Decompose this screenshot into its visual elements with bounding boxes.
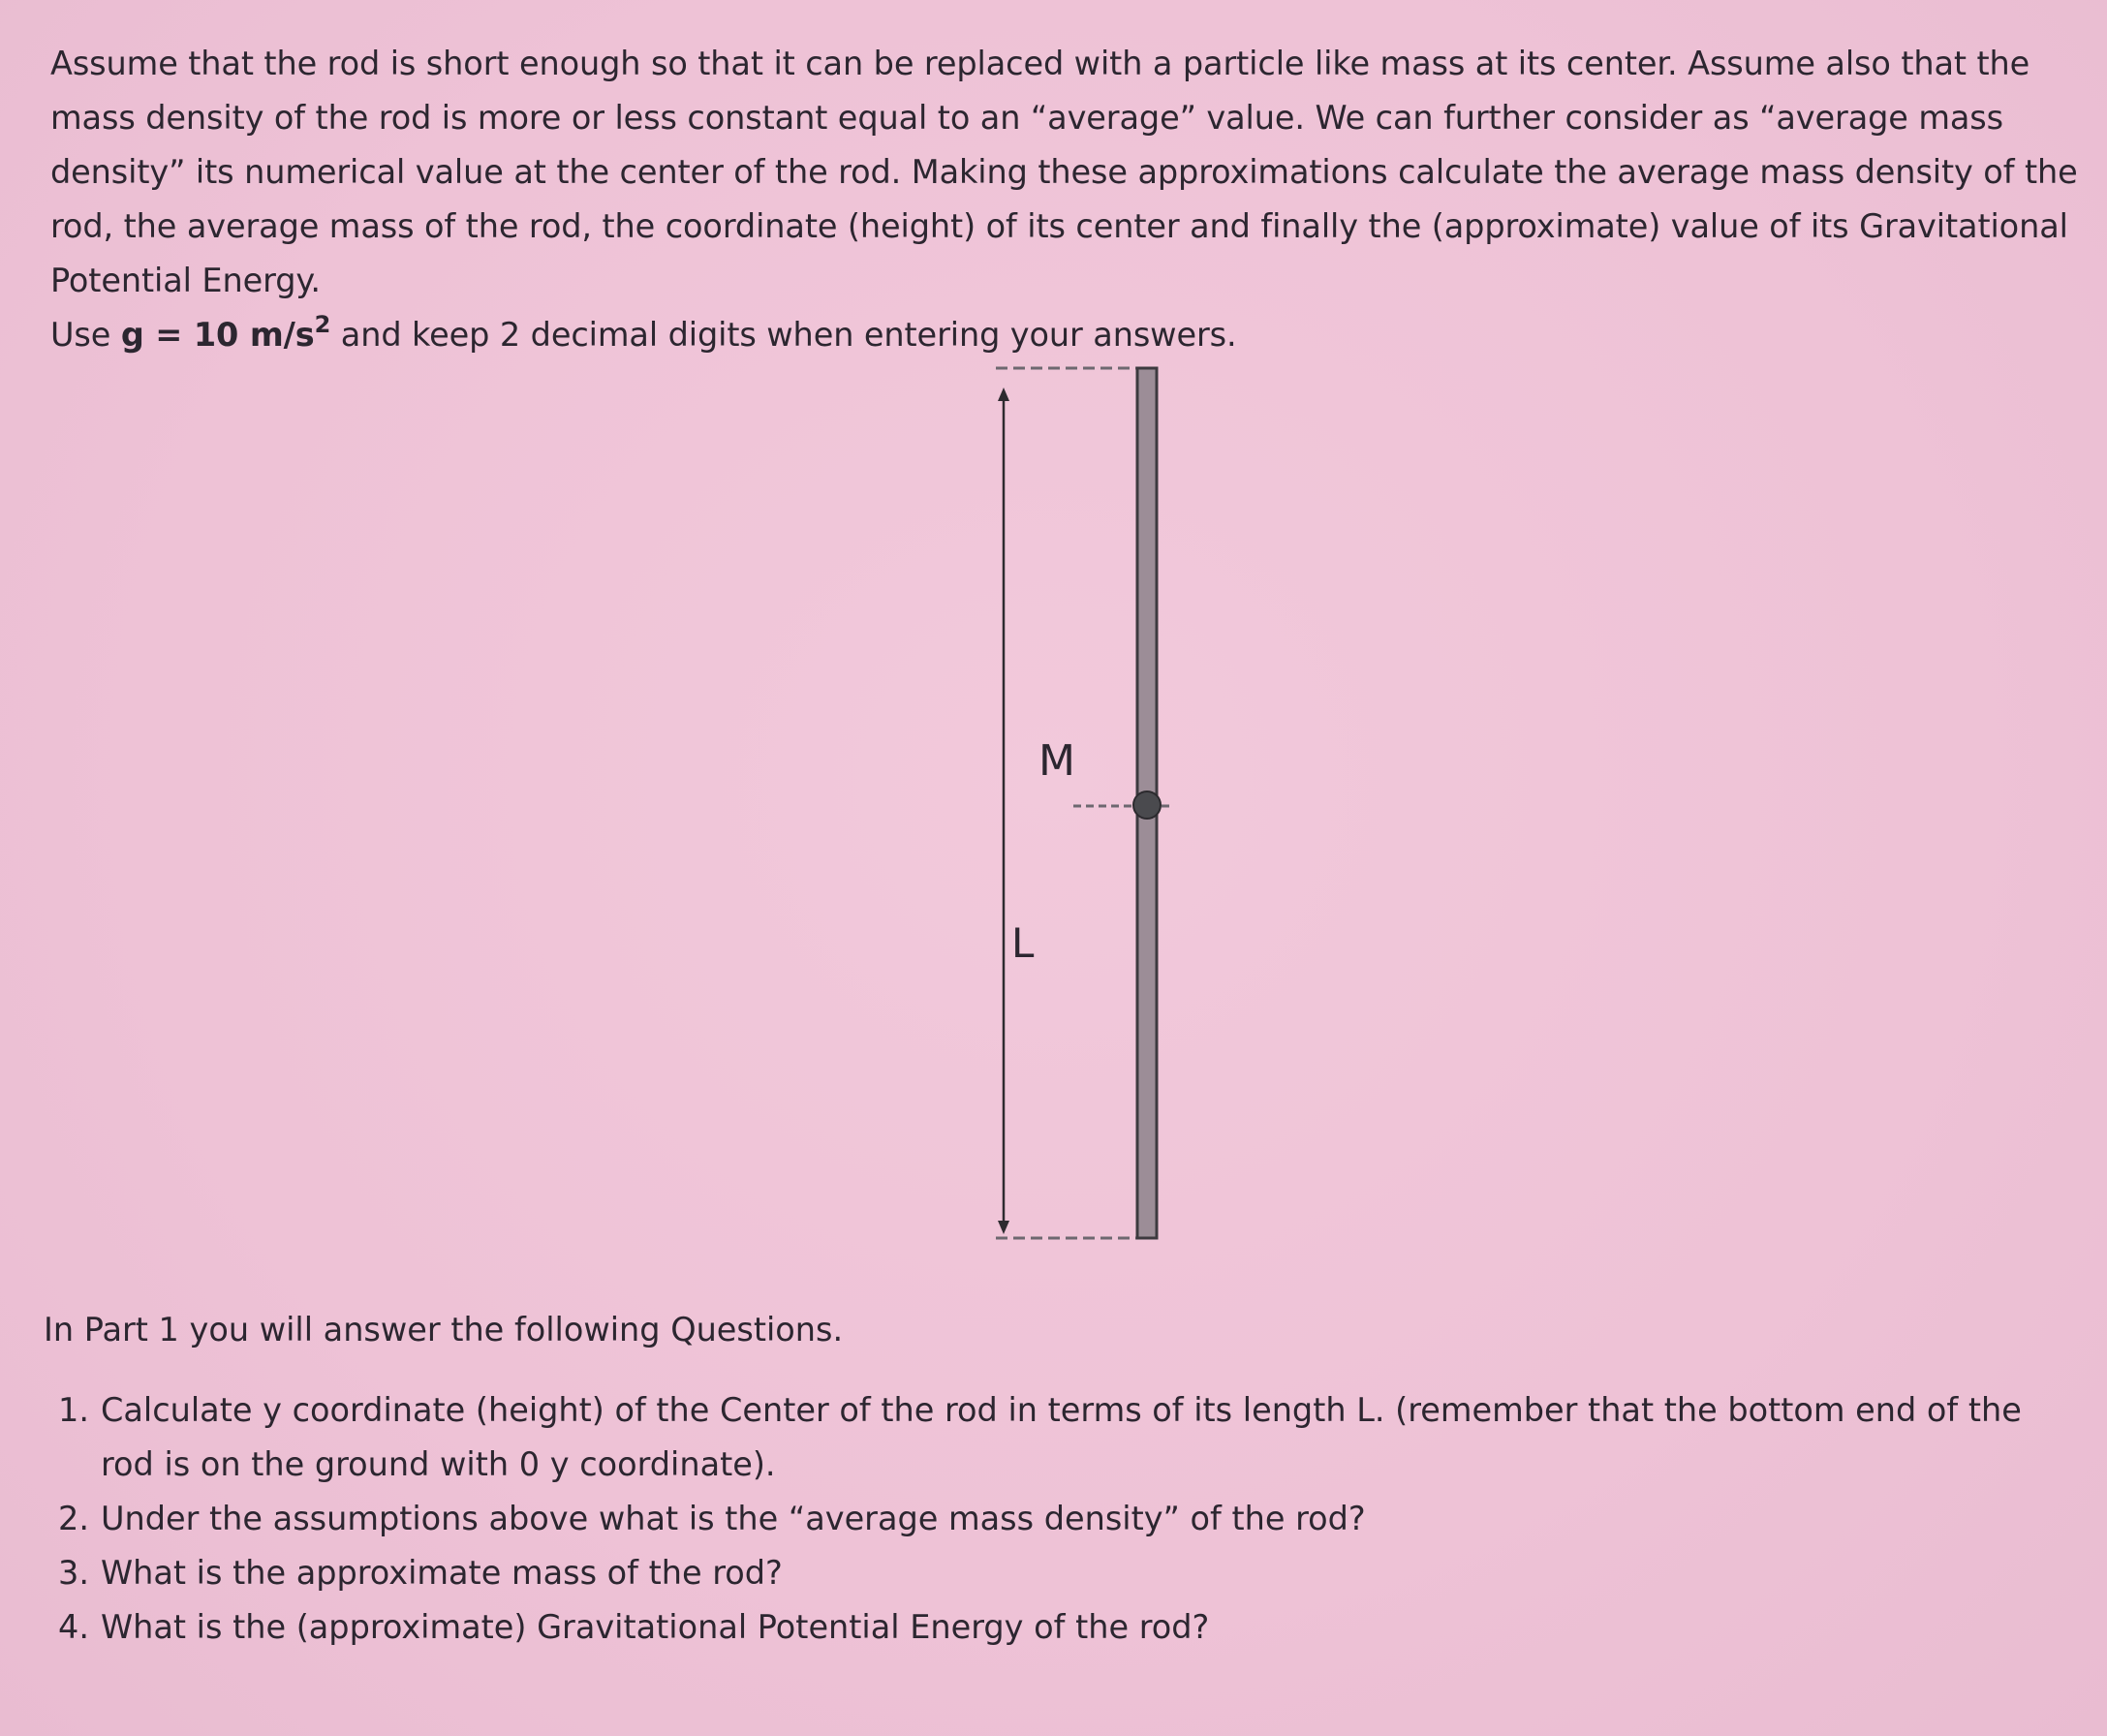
question-list <box>44 1383 2078 1655</box>
intro-sentence-2: Assume also that the mass density of the rod is more or less constant equal to an “average” value. <box>50 45 2030 137</box>
gravity-equation <box>120 311 331 354</box>
question-text: Under the assumptions above what is the “average mass density” of the rod? <box>101 1500 1366 1537</box>
question-item <box>44 1492 2078 1546</box>
length-arrow-down-icon <box>998 1221 1009 1234</box>
question-text: Calculate y coordinate (height) of the Center of the rod in terms of its length L. (remember that the bottom end of the rod is on the ground with 0 y coordinate). <box>101 1391 2022 1483</box>
mass-label: M <box>1038 736 1075 786</box>
problem-statement <box>50 37 2085 362</box>
problem-paragraph <box>50 37 2085 308</box>
use-suffix: and keep 2 decimal digits when entering your answers. <box>340 316 1237 354</box>
part1-lead: In Part 1 you will answer the following Questions. <box>44 1311 844 1348</box>
gravity-exponent: 2 <box>314 311 331 338</box>
length-label: L <box>1011 919 1035 967</box>
part1-section <box>44 1303 2078 1655</box>
length-arrow-up-icon <box>998 388 1009 401</box>
question-number: 3. <box>58 1554 89 1592</box>
question-number: 2. <box>58 1500 89 1537</box>
question-text: What is the approximate mass of the rod? <box>101 1554 783 1592</box>
intro-sentence-3: We can further consider as “average mass density” its numerical value at the center of the rod. <box>50 99 2004 191</box>
question-item <box>44 1383 2078 1492</box>
question-item <box>44 1600 2078 1655</box>
rod-diagram <box>969 349 1221 1259</box>
question-number: 4. <box>58 1608 89 1646</box>
gravity-equation-text: g = 10 m/s <box>120 316 315 354</box>
use-prefix: Use <box>50 316 111 354</box>
question-item <box>44 1546 2078 1600</box>
question-text: What is the (approximate) Gravitational Potential Energy of the rod? <box>101 1608 1210 1646</box>
intro-sentence-1: Assume that the rod is short enough so that it can be replaced with a particle like mass at its center. <box>50 45 1678 82</box>
question-number: 1. <box>58 1391 89 1429</box>
center-of-mass-dot <box>1133 791 1161 819</box>
rod-figure <box>969 349 1221 1259</box>
intro-sentence-4: Making these approximations calculate the average mass density of the rod, the average mass of the rod, the coordinate (height) of its center and finally the (approximate) value of its Gravitational Potential Energy. <box>50 153 2078 299</box>
